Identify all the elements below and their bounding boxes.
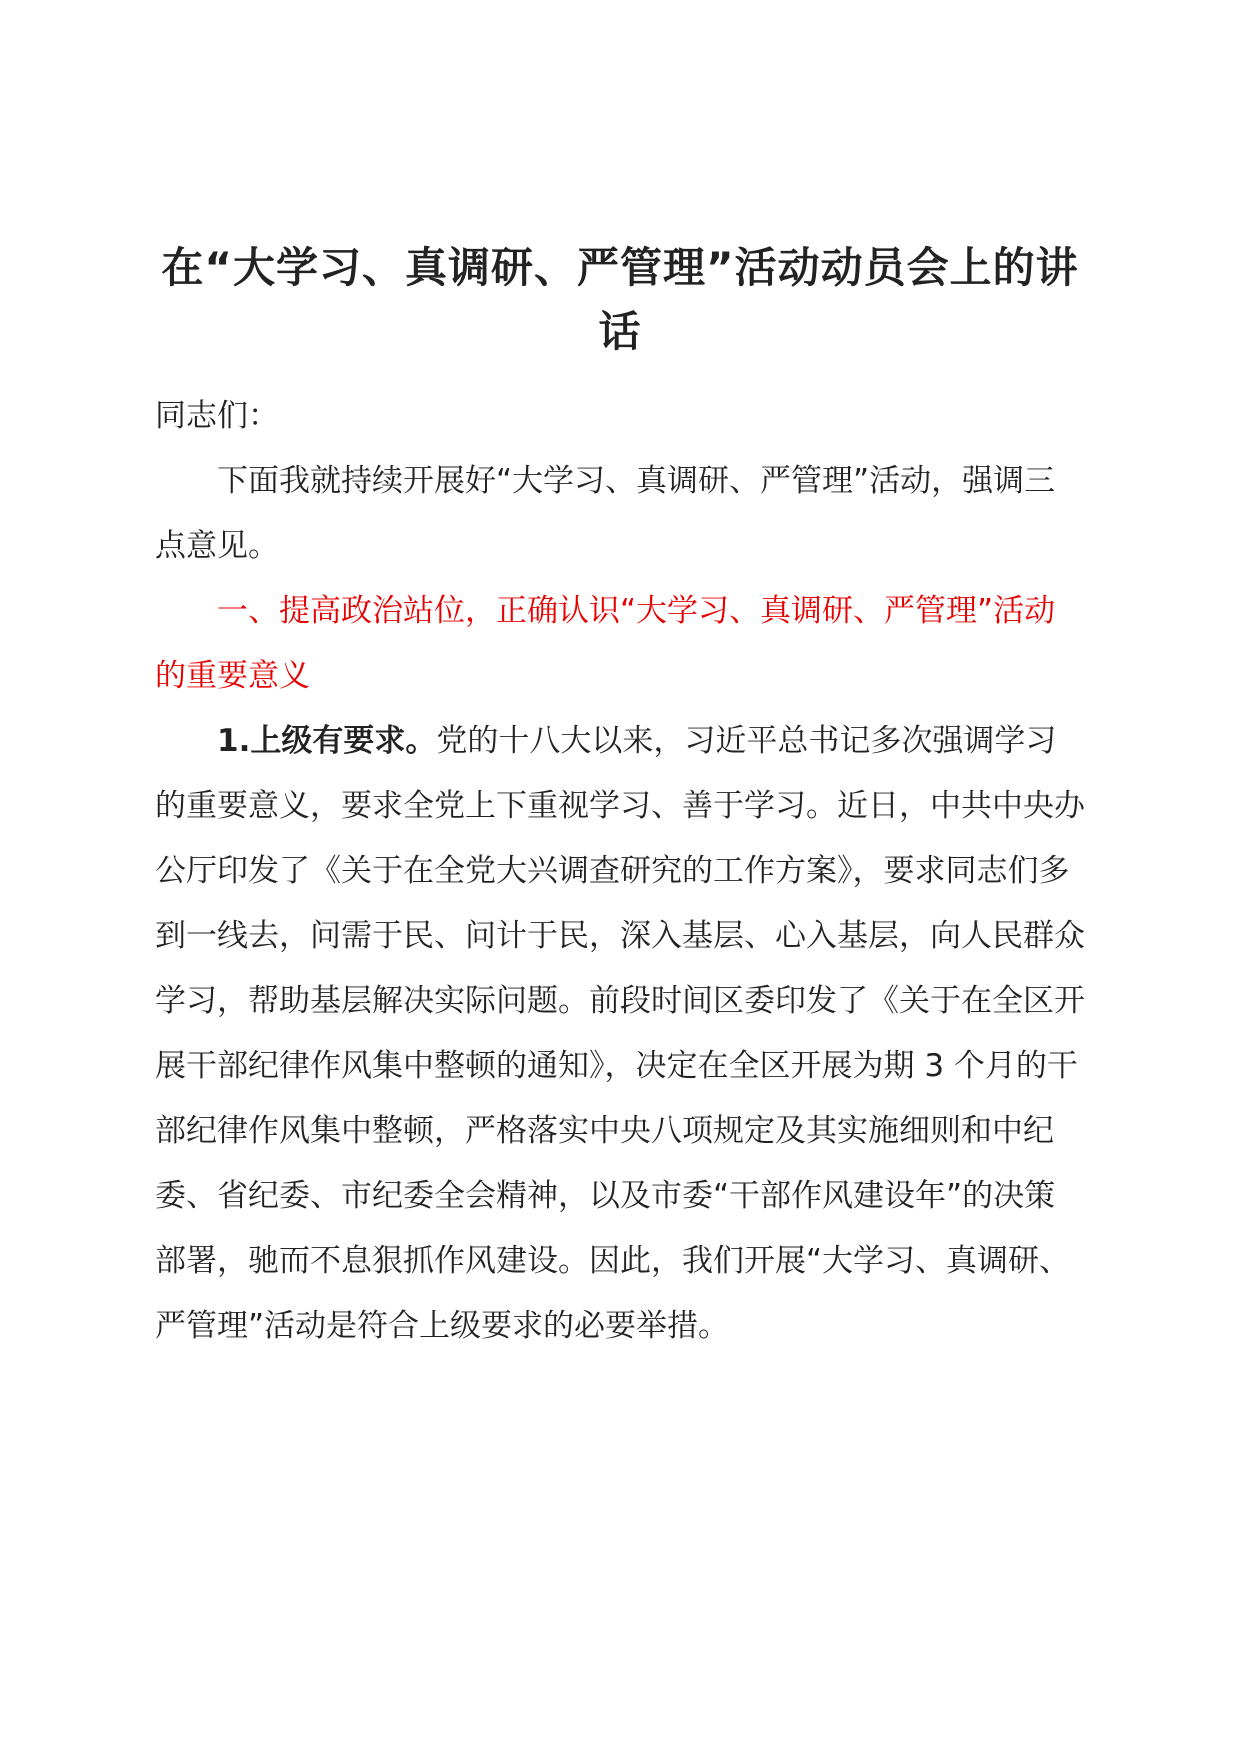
intro-paragraph: 下面我就持续开展好“大学习、真调研、严管理”活动，强调三点意见。: [155, 463, 1056, 564]
point-1-body: 党的十八大以来，习近平总书记多次强调学习的重要意义，要求全党上下重视学习、善于学习。近日，中共中央办公厅印发了《关于在全党大兴调查研究的工作方案》，要求同志们多到一线去，问需于民、问计于民，深入基层、心入基层，向人民群众学习，帮助基层解决实际问题。前段时间区委印发了《关于在全区开展干部纪律作风集中整顿的通知》，决定在全区开展为期 3 个月的干部纪律作风集中整顿，严格落实中央八项规定及其实施细则和中纪委、省纪委、市纪委全会精神，以及市委“干部作风建设年”的决策部署，驰而不息狠抓作风建设。因此，我们开展“大学习、真调研、严管理”活动是符合上级要求的必要举措。: [155, 723, 1085, 1344]
salutation: 同志们：: [155, 398, 279, 434]
section-heading-1: 一、提高政治站位，正确认识“大学习、真调研、严管理”活动的重要意义: [155, 593, 1056, 694]
point-1-lead: 1.上级有要求。: [217, 723, 437, 759]
point-1-paragraph: [155, 709, 1085, 1359]
document-page: [155, 236, 1085, 1359]
document-title: 在“大学习、真调研、严管理”活动动员会上的讲话: [161, 243, 1079, 356]
